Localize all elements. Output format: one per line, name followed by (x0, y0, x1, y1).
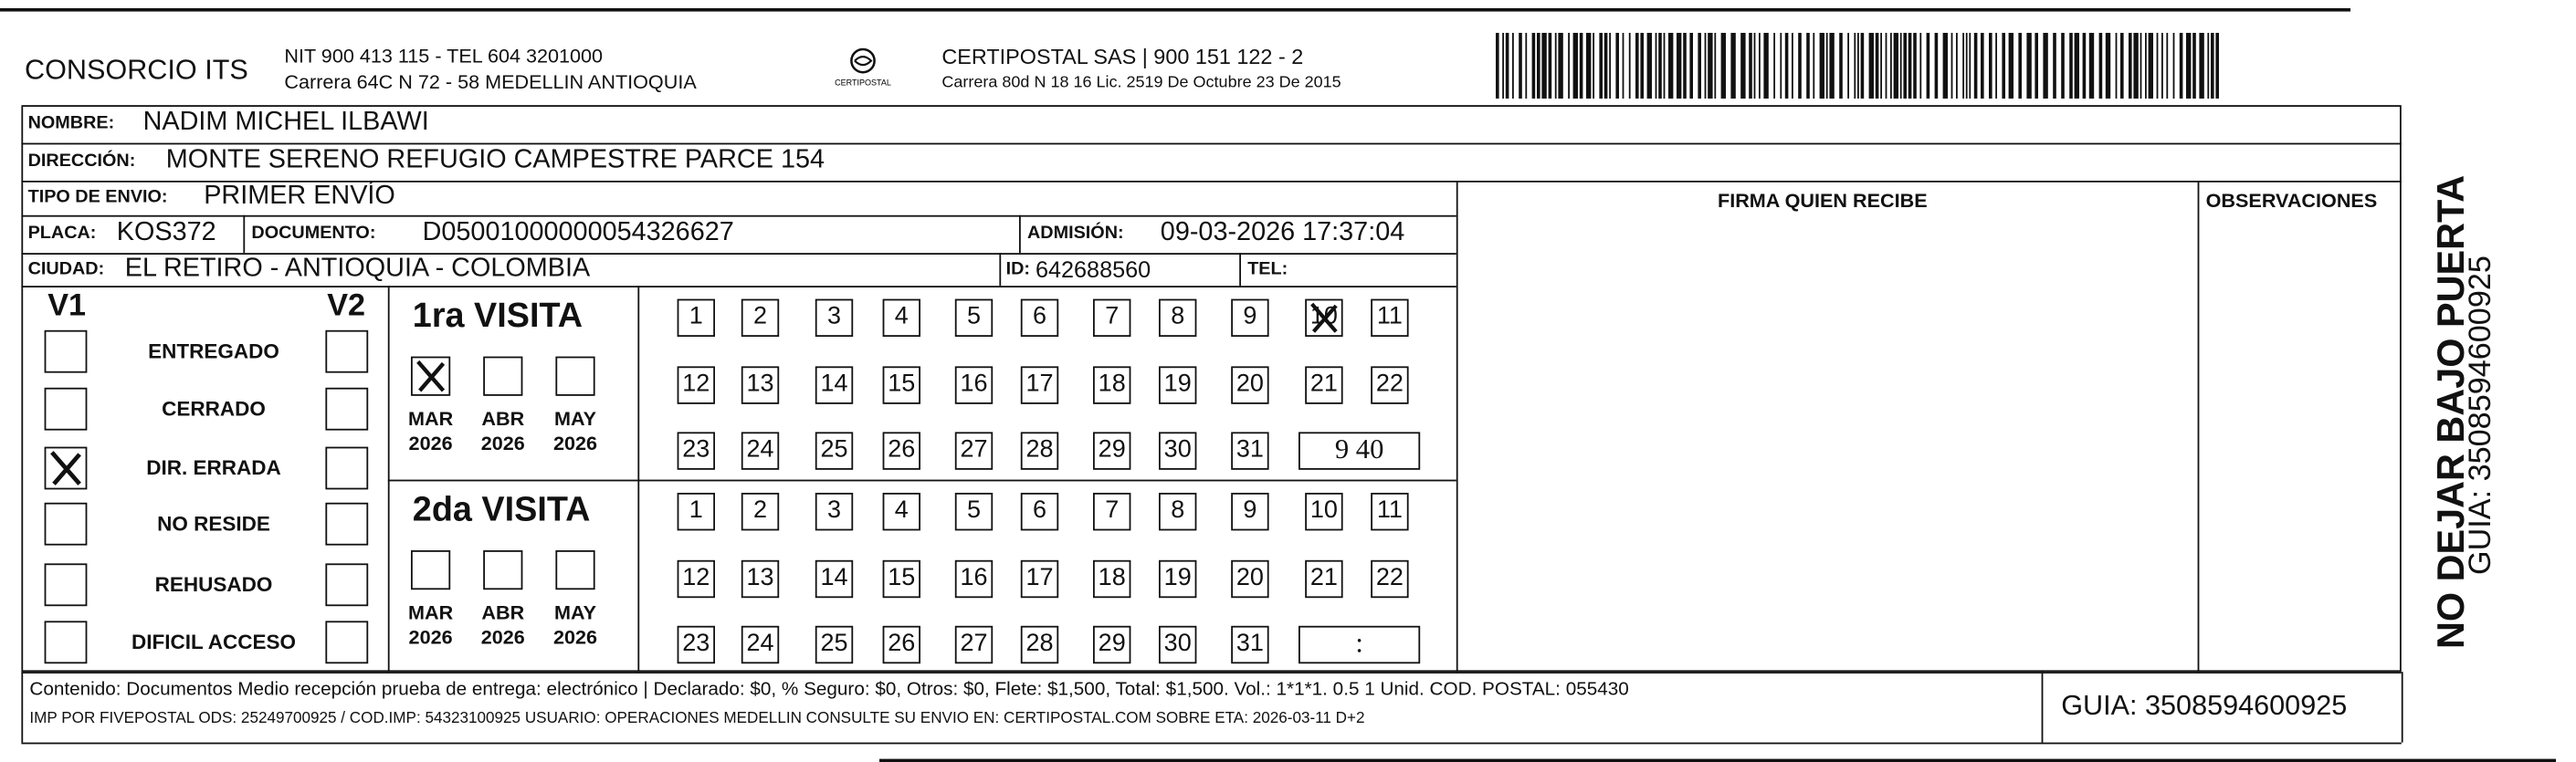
documento-value: D05001000000054326627 (422, 218, 734, 246)
barcode-bar (1869, 33, 1874, 99)
direccion-label: DIRECCIÓN: (27, 151, 136, 172)
firma-header: FIRMA QUIEN RECIBE (1718, 189, 1928, 213)
placa-label: PLACA: (27, 223, 97, 244)
second-visit-month-label: MAY 2026 (552, 600, 598, 649)
first-visit-day-4[interactable]: 4 (883, 299, 920, 337)
barcode-bar (1615, 33, 1619, 99)
barcode-bar (1886, 33, 1887, 99)
barcode-bar (1981, 33, 1984, 99)
second-visit-day-25[interactable]: 25 (815, 626, 853, 663)
company-nit-tel: NIT 900 413 115 - TEL 604 3201000 (284, 44, 604, 68)
first-visit-day-21[interactable]: 21 (1305, 366, 1342, 403)
barcode-bar (1962, 33, 1964, 99)
v1-checkbox-3[interactable] (45, 447, 88, 490)
barcode-bar (2069, 33, 2073, 99)
first-visit-day-28[interactable]: 28 (1021, 432, 1058, 469)
first-visit-day-11[interactable]: 11 (1371, 299, 1408, 337)
first-visit-title: 1ra VISITA (412, 297, 584, 336)
first-visit-day-26[interactable]: 26 (883, 432, 920, 469)
barcode-bar (2192, 33, 2196, 99)
barcode-bar (1721, 33, 1726, 99)
barcode-bar (1798, 33, 1802, 99)
barcode-bar (2009, 33, 2013, 99)
first-visit-day-31[interactable]: 31 (1231, 432, 1268, 469)
second-visit-day-30[interactable]: 30 (1159, 626, 1196, 663)
barcode-bar (1647, 33, 1652, 99)
id-label: ID: (1005, 259, 1031, 279)
v2-checkbox-6[interactable] (325, 621, 368, 663)
barcode-bar (1969, 33, 1971, 99)
carrier-logo (826, 45, 899, 94)
barcode-bar (1894, 33, 1898, 99)
second-visit-day-5[interactable]: 5 (955, 493, 993, 530)
carrier-name-nit: CERTIPOSTAL SAS | 900 151 122 - 2 (941, 44, 1304, 69)
barcode-bar (2106, 33, 2110, 99)
nombre-value: NADIM MICHEL ILBAWI (142, 108, 429, 137)
barcode-bar (1525, 33, 1527, 99)
barcode-bar (1635, 33, 1639, 99)
barcode-bar (1496, 33, 1499, 99)
second-visit-day-22[interactable]: 22 (1371, 560, 1408, 598)
barcode-bar (1785, 33, 1789, 99)
second-visit-day-9[interactable]: 9 (1231, 493, 1268, 530)
barcode-bar (1839, 33, 1843, 99)
barcode-bar (2180, 33, 2183, 99)
first-visit-day-15[interactable]: 15 (883, 366, 920, 403)
second-visit-day-19[interactable]: 19 (1159, 560, 1196, 598)
barcode-bar (1586, 33, 1591, 99)
second-visit-title: 2da VISITA (412, 491, 591, 529)
status-option-label: NO RESIDE (157, 512, 270, 536)
barcode-bar (2116, 33, 2118, 99)
barcode-bar (2075, 33, 2079, 99)
second-visit-day-2[interactable]: 2 (741, 493, 779, 530)
second-visit-time-box[interactable]: : (1299, 626, 1420, 663)
barcode-bar (1677, 33, 1681, 99)
barcode-bar (1780, 33, 1782, 99)
tel-label: TEL: (1247, 259, 1288, 279)
barcode-bar (1880, 33, 1882, 99)
first-visit-time-box[interactable]: 9 40 (1299, 432, 1420, 469)
barcode-bar (1580, 33, 1583, 99)
v1-checkbox-6[interactable] (45, 621, 88, 663)
barcode-bar (1792, 33, 1793, 99)
barcode-bar (1629, 33, 1631, 99)
barcode-bar (2211, 33, 2214, 99)
second-visit-day-20[interactable]: 20 (1231, 560, 1268, 598)
barcode-bar (1773, 33, 1775, 99)
v1-checkbox-4[interactable] (45, 503, 88, 546)
second-visit-day-23[interactable]: 23 (678, 626, 715, 663)
barcode-bar (1714, 33, 1716, 99)
barcode-bar (1555, 33, 1557, 99)
first-visit-month-label: ABR 2026 (480, 407, 525, 455)
barcode-bar (1908, 33, 1912, 99)
barcode-bar (1754, 33, 1756, 99)
barcode-bar (1956, 33, 1958, 99)
status-option-label: REHUSADO (154, 573, 273, 597)
second-visit-day-13[interactable]: 13 (741, 560, 779, 598)
barcode-bar (1658, 33, 1662, 99)
first-visit-day-17[interactable]: 17 (1021, 366, 1058, 403)
barcode-bar (1506, 33, 1509, 99)
barcode-bar (1927, 33, 1930, 99)
barcode-bar (1568, 33, 1570, 99)
barcode-bar (2157, 33, 2159, 99)
barcode-bar (1820, 33, 1824, 99)
barcode-bar (1861, 33, 1865, 99)
footer-print-info: IMP POR FIVEPOSTAL ODS: 25249700925 / COD.IMP: 54323100925 USUARIO: OPERACIONES MEDELLIN CONSULTE SU ENVIO EN: CERTIPOSTAL.COM SOBRE ETA: 2026-03-11 D+2 (29, 709, 1365, 728)
barcode-bar (2120, 33, 2124, 99)
barcode-bar (1593, 33, 1594, 99)
observaciones-header: OBSERVACIONES (2205, 189, 2378, 213)
first-visit-day-18[interactable]: 18 (1093, 366, 1130, 403)
barcode-bar (1763, 33, 1768, 99)
barcode-bar (2035, 33, 2038, 99)
barcode-bar (1537, 33, 1540, 99)
second-visit-day-18[interactable]: 18 (1093, 560, 1130, 598)
second-visit-day-28[interactable]: 28 (1021, 626, 1058, 663)
barcode-bar (1857, 33, 1859, 99)
first-visit-day-30[interactable]: 30 (1159, 432, 1196, 469)
barcode-bar (1974, 33, 1978, 99)
barcode-bar (1609, 33, 1611, 99)
first-visit-month-label: MAR 2026 (407, 407, 454, 455)
barcode-bar (1829, 33, 1834, 99)
first-visit-day-23[interactable]: 23 (678, 432, 715, 469)
footer-contents: Contenido: Documentos Medio recepción prueba de entrega: electrónico | Declarado: $0, % Seguro: $0, Otros: $0, Flete: $1,500, Total: $1,500. Vol.: 1*1*1. 0.5 1 Unid. COD. POSTAL: 055430 (29, 680, 1629, 700)
barcode-bar (1502, 33, 1504, 99)
barcode-bar (1512, 33, 1514, 99)
day-mark (1307, 300, 1341, 335)
barcode-bar (2053, 33, 2056, 99)
ciudad-label: CIUDAD: (27, 259, 105, 279)
v1-checkbox-5[interactable] (45, 563, 88, 606)
second-visit-day-6[interactable]: 6 (1021, 493, 1058, 530)
documento-label: DOCUMENTO: (251, 223, 376, 244)
second-visit-day-26[interactable]: 26 (883, 626, 920, 663)
barcode-bar (1656, 33, 1657, 99)
first-visit-day-29[interactable]: 29 (1093, 432, 1130, 469)
second-visit-day-8[interactable]: 8 (1159, 493, 1196, 530)
company-address: Carrera 64C N 72 - 58 MEDELLIN ANTIOQUIA (284, 70, 697, 94)
barcode (1496, 33, 2223, 99)
barcode-bar (1903, 33, 1907, 99)
second-visit-month-label: ABR 2026 (480, 600, 525, 649)
barcode-bar (2207, 33, 2209, 99)
barcode-bar (1664, 33, 1666, 99)
second-visit-month-box-3[interactable] (555, 550, 594, 590)
barcode-bar (1951, 33, 1953, 99)
barcode-bar (1847, 33, 1849, 99)
first-visit-day-2[interactable]: 2 (741, 299, 779, 337)
first-visit-day-27[interactable]: 27 (955, 432, 993, 469)
carrier-license: Carrera 80d N 18 16 Lic. 2519 De Octubre 23 De 2015 (941, 74, 1341, 92)
second-visit-day-24[interactable]: 24 (741, 626, 779, 663)
second-visit-day-10[interactable]: 10 (1305, 493, 1342, 530)
barcode-bar (1698, 33, 1701, 99)
barcode-bar (1640, 33, 1644, 99)
barcode-bar (2002, 33, 2005, 99)
status-option-label: CERRADO (162, 397, 266, 421)
company-name: CONSORCIO ITS (25, 54, 248, 86)
second-visit-day-31[interactable]: 31 (1231, 626, 1268, 663)
barcode-bar (1854, 33, 1856, 99)
first-visit-day-13[interactable]: 13 (741, 366, 779, 403)
barcode-bar (1759, 33, 1761, 99)
barcode-bar (2186, 33, 2191, 99)
barcode-bar (1989, 33, 1992, 99)
barcode-bar (1749, 33, 1752, 99)
barcode-bar (1541, 33, 1546, 99)
barcode-bar (1813, 33, 1814, 99)
barcode-bar (2149, 33, 2153, 99)
second-visit-day-27[interactable]: 27 (955, 626, 993, 663)
barcode-bar (2145, 33, 2147, 99)
barcode-bar (1826, 33, 1828, 99)
barcode-bar (2099, 33, 2103, 99)
first-visit-day-16[interactable]: 16 (955, 366, 993, 403)
barcode-bar (1683, 33, 1687, 99)
barcode-bar (2133, 33, 2138, 99)
v1-checkbox-1[interactable] (45, 330, 88, 373)
barcode-bar (2026, 33, 2031, 99)
barcode-bar (1708, 33, 1712, 99)
barcode-bar (1890, 33, 1892, 99)
barcode-bar (2166, 33, 2168, 99)
barcode-bar (2173, 33, 2175, 99)
first-visit-day-19[interactable]: 19 (1159, 366, 1196, 403)
first-visit-day-24[interactable]: 24 (741, 432, 779, 469)
status-option-label: ENTREGADO (148, 339, 279, 363)
v2-checkbox-4[interactable] (325, 503, 368, 546)
second-visit-day-4[interactable]: 4 (883, 493, 920, 530)
id-value: 642688560 (1036, 256, 1151, 283)
second-visit-day-29[interactable]: 29 (1093, 626, 1130, 663)
barcode-bar (1519, 33, 1522, 99)
barcode-bar (1900, 33, 1902, 99)
ciudad-value: EL RETIRO - ANTIOQUIA - COLOMBIA (124, 255, 591, 283)
carrier-logo-text: CERTIPOSTAL (835, 78, 891, 88)
check-mark (413, 358, 449, 394)
barcode-bar (2215, 33, 2219, 99)
barcode-bar (1689, 33, 1693, 99)
v2-checkbox-5[interactable] (325, 563, 368, 606)
barcode-bar (1919, 33, 1921, 99)
v1-label: V1 (47, 288, 87, 324)
barcode-bar (1995, 33, 1997, 99)
second-visit-day-1[interactable]: 1 (678, 493, 715, 530)
first-visit-day-6[interactable]: 6 (1021, 299, 1058, 337)
barcode-bar (1705, 33, 1707, 99)
barcode-bar (1573, 33, 1578, 99)
second-visit-day-16[interactable]: 16 (955, 560, 993, 598)
second-visit-day-12[interactable]: 12 (678, 560, 715, 598)
barcode-bar (1943, 33, 1948, 99)
placa-value: KOS372 (116, 218, 216, 246)
first-visit-day-20[interactable]: 20 (1231, 366, 1268, 403)
first-visit-day-8[interactable]: 8 (1159, 299, 1196, 337)
v2-checkbox-3[interactable] (325, 447, 368, 490)
first-visit-day-25[interactable]: 25 (815, 432, 853, 469)
second-visit-month-box-2[interactable] (483, 550, 522, 590)
barcode-bar (1966, 33, 1968, 99)
barcode-bar (2083, 33, 2087, 99)
v2-label: V2 (327, 288, 366, 324)
status-option-label: DIFICIL ACCESO (131, 631, 296, 654)
barcode-bar (1532, 33, 1536, 99)
second-visit-month-label: MAR 2026 (407, 600, 454, 649)
first-visit-day-12[interactable]: 12 (678, 366, 715, 403)
barcode-bar (2089, 33, 2094, 99)
barcode-bar (1876, 33, 1879, 99)
barcode-bar (1604, 33, 1608, 99)
first-visit-day-3[interactable]: 3 (815, 299, 853, 337)
v2-checkbox-2[interactable] (325, 388, 368, 431)
v1-checkbox-2[interactable] (45, 388, 88, 431)
first-visit-day-7[interactable]: 7 (1093, 299, 1130, 337)
admision-value: 09-03-2026 17:37:04 (1160, 218, 1405, 246)
second-visit-day-3[interactable]: 3 (815, 493, 853, 530)
barcode-bar (1806, 33, 1810, 99)
barcode-bar (1599, 33, 1603, 99)
second-visit-day-11[interactable]: 11 (1371, 493, 1408, 530)
side-guia: GUIA: 3508594600925 (2464, 256, 2498, 575)
first-visit-day-10[interactable]: 10 (1305, 299, 1342, 337)
second-visit-day-21[interactable]: 21 (1305, 560, 1342, 598)
barcode-bar (2129, 33, 2132, 99)
nombre-label: NOMBRE: (27, 113, 115, 133)
barcode-bar (1935, 33, 1939, 99)
first-visit-day-9[interactable]: 9 (1231, 299, 1268, 337)
first-visit-month-box-2[interactable] (483, 357, 522, 396)
barcode-bar (1623, 33, 1624, 99)
barcode-bar (2043, 33, 2047, 99)
barcode-bar (1913, 33, 1917, 99)
direccion-value: MONTE SERENO REFUGIO CAMPESTRE PARCE 154 (165, 146, 825, 174)
second-visit-day-7[interactable]: 7 (1093, 493, 1130, 530)
second-visit-day-14[interactable]: 14 (815, 560, 853, 598)
barcode-bar (1549, 33, 1552, 99)
v2-checkbox-1[interactable] (325, 330, 368, 373)
first-visit-month-box-3[interactable] (555, 357, 594, 396)
tipo-envio-value: PRIMER ENVÍO (204, 182, 395, 211)
second-visit-day-15[interactable]: 15 (883, 560, 920, 598)
first-visit-month-label: MAY 2026 (552, 407, 598, 455)
barcode-bar (1558, 33, 1562, 99)
side-warning: NO DEJAR BAJO PUERTA (2429, 174, 2473, 650)
first-visit-month-box-1[interactable] (411, 357, 450, 396)
first-visit-day-14[interactable]: 14 (815, 366, 853, 403)
barcode-bar (2018, 33, 2022, 99)
tipo-envio-label: TIPO DE ENVIO: (27, 187, 168, 207)
barcode-bar (1668, 33, 1673, 99)
barcode-bar (2199, 33, 2203, 99)
barcode-bar (2140, 33, 2142, 99)
first-visit-day-5[interactable]: 5 (955, 299, 993, 337)
second-visit-month-box-1[interactable] (411, 550, 450, 590)
check-mark (46, 448, 85, 487)
status-option-label: DIR. ERRADA (146, 456, 281, 480)
barcode-bar (2161, 33, 2163, 99)
admision-label: ADMISIÓN: (1027, 223, 1124, 244)
barcode-bar (1740, 33, 1745, 99)
barcode-bar (1730, 33, 1735, 99)
first-visit-day-22[interactable]: 22 (1371, 366, 1408, 403)
first-visit-day-1[interactable]: 1 (678, 299, 715, 337)
footer-guia: GUIA: 3508594600925 (2061, 690, 2348, 722)
barcode-bar (2061, 33, 2065, 99)
second-visit-day-17[interactable]: 17 (1021, 560, 1058, 598)
